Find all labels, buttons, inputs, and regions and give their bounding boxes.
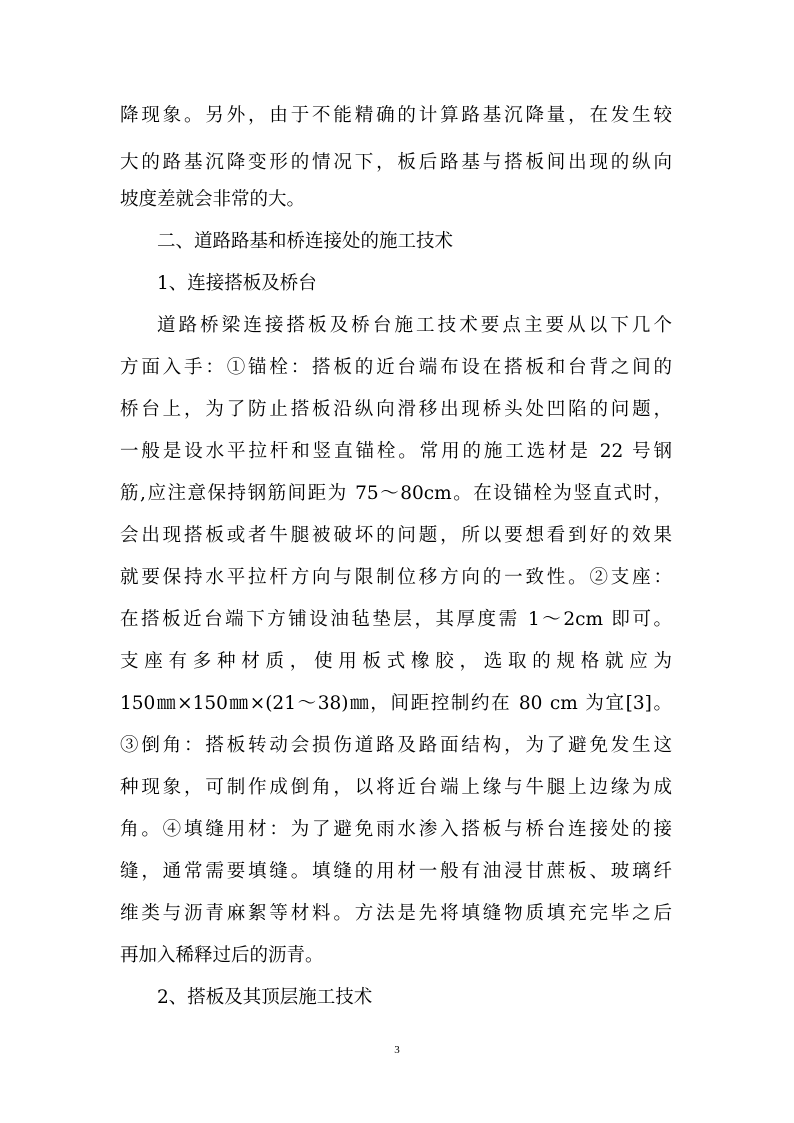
body-text-line: 种现象，可制作成倒角，以将近台端上缘与牛腿上边缘为成 [120, 777, 672, 798]
body-text-line: 桥台上，为了防止搭板沿纵向滑移出现桥头处凹陷的问题， [120, 399, 672, 420]
body-text-line: 缝，通常需要填缝。填缝的用材一般有油浸甘蔗板、玻璃纤 [120, 861, 672, 882]
body-text-line: 再加入稀释过后的沥青。 [120, 945, 324, 966]
subsection-heading: 2、搭板及其顶层施工技术 [157, 987, 373, 1008]
page-number: 3 [394, 1044, 400, 1056]
body-text-line: 方面入手：①锚栓：搭板的近台端布设在搭板和台背之间的 [120, 357, 672, 378]
body-text-line: 在搭板近台端下方铺设油毡垫层，其厚度需 1～2cm 即可。 [120, 609, 672, 630]
subsection-heading: 1、连接搭板及桥台 [157, 273, 317, 294]
body-text-line: 筋,应注意保持钢筋间距为 75～80cm。在设锚栓为竖直式时， [120, 483, 672, 504]
body-text-line: 支座有多种材质，使用板式橡胶，选取的规格就应为 [120, 651, 672, 672]
body-text-line: 坡度差就会非常的大。 [120, 189, 306, 210]
body-text-line: 道路桥梁连接搭板及桥台施工技术要点主要从以下几个 [157, 315, 672, 336]
body-text-line: 维类与沥青麻絮等材料。方法是先将填缝物质填充完毕之后 [120, 903, 672, 924]
body-text-line: 一般是设水平拉杆和竖直锚栓。常用的施工选材是 22 号钢 [120, 441, 672, 462]
body-text-line: 150㎜×150㎜×(21～38)㎜，间距控制约在 80 cm 为宜[3]。 [120, 693, 672, 714]
body-text-line: ③倒角：搭板转动会损伤道路及路面结构，为了避免发生这 [120, 735, 672, 756]
body-text-line: 角。④填缝用材：为了避免雨水渗入搭板与桥台连接处的接 [120, 819, 672, 840]
body-text-line: 会出现搭板或者牛腿被破坏的问题，所以要想看到好的效果 [120, 525, 672, 546]
body-text-line: 大的路基沉降变形的情况下，板后路基与搭板间出现的纵向 [120, 152, 672, 173]
body-text-line: 就要保持水平拉杆方向与限制位移方向的一致性。②支座： [120, 567, 672, 588]
section-heading: 二、道路路基和桥连接处的施工技术 [157, 231, 454, 252]
body-text-line: 降现象。另外，由于不能精确的计算路基沉降量，在发生较 [120, 105, 672, 126]
